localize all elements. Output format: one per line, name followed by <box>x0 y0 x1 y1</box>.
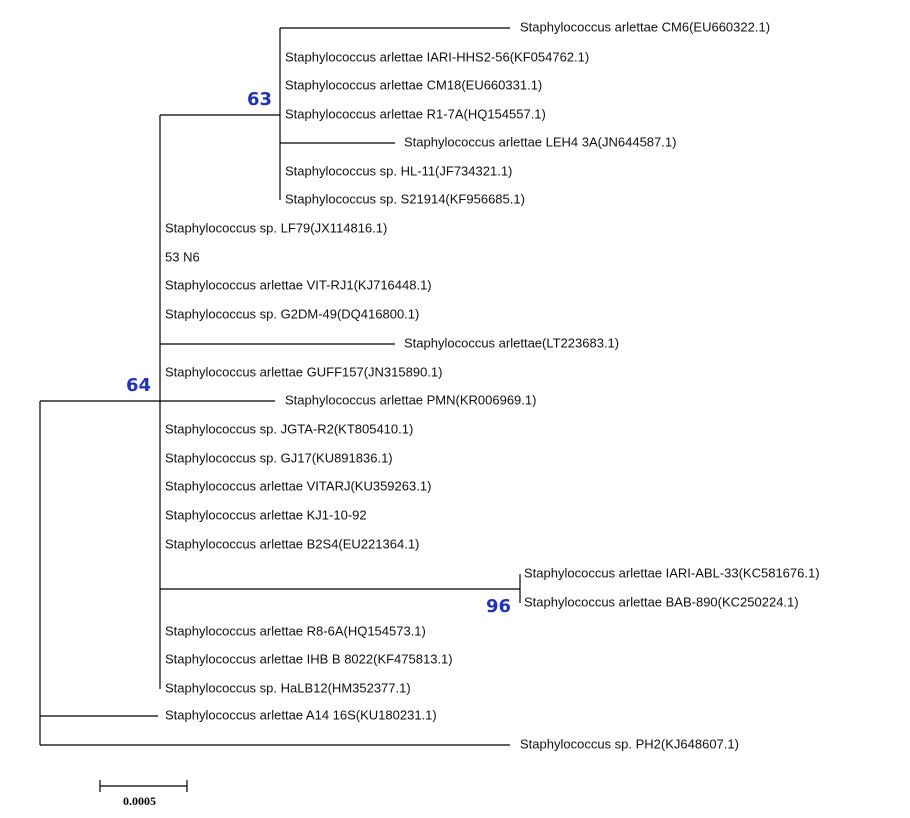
taxon-label: Staphylococcus arlettae LEH4 3A(JN644587.1) <box>404 134 677 150</box>
scale-bar-label: 0.0005 <box>123 793 156 808</box>
bootstrap-value-63: 63 <box>247 89 273 110</box>
taxon-label: 53 N6 <box>165 249 200 265</box>
taxon-label: Staphylococcus arlettae IHB B 8022(KF475813.1) <box>165 651 453 667</box>
taxon-label: Staphylococcus arlettae R8-6A(HQ154573.1) <box>165 623 426 639</box>
bootstrap-value-96: 96 <box>486 596 512 617</box>
taxon-label: Staphylococcus sp. HaLB12(HM352377.1) <box>165 680 411 696</box>
taxon-label: Staphylococcus arlettae CM6(EU660322.1) <box>520 19 771 35</box>
taxon-label: Staphylococcus arlettae IARI-HHS2-56(KF054762.1) <box>285 49 590 65</box>
scale-bar <box>100 780 187 808</box>
bootstrap-value-64: 64 <box>126 375 152 396</box>
taxon-label: Staphylococcus sp. HL-11(JF734321.1) <box>285 163 513 179</box>
taxon-label: Staphylococcus arlettae R1-7A(HQ154557.1) <box>285 106 546 122</box>
taxon-label: Staphylococcus sp. G2DM-49(DQ416800.1) <box>165 306 420 322</box>
taxon-label: Staphylococcus arlettae IARI-ABL-33(KC581676.1) <box>524 565 820 581</box>
taxon-label: Staphylococcus arlettae VITARJ(KU359263.1) <box>165 478 432 494</box>
taxon-label: Staphylococcus arlettae GUFF157(JN315890.1) <box>165 364 443 380</box>
taxon-label: Staphylococcus sp. JGTA-R2(KT805410.1) <box>165 421 414 437</box>
taxon-label: Staphylococcus arlettae KJ1-10-92 <box>165 507 367 523</box>
taxon-label: Staphylococcus sp. GJ17(KU891836.1) <box>165 450 393 466</box>
taxon-label: Staphylococcus arlettae A14 16S(KU180231.1) <box>165 707 437 723</box>
taxon-label: Staphylococcus sp. S21914(KF956685.1) <box>285 191 525 207</box>
taxon-label: Staphylococcus arlettae B2S4(EU221364.1) <box>165 536 420 552</box>
taxon-label: Staphylococcus sp. LF79(JX114816.1) <box>165 220 388 236</box>
taxon-label: Staphylococcus arlettae VIT-RJ1(KJ716448.1) <box>165 277 432 293</box>
taxon-label: Staphylococcus arlettae(LT223683.1) <box>404 335 620 351</box>
taxon-label: Staphylococcus arlettae BAB-890(KC250224.1) <box>524 594 799 610</box>
taxon-label: Staphylococcus arlettae CM18(EU660331.1) <box>285 77 543 93</box>
taxon-labels <box>165 19 820 751</box>
taxon-label: Staphylococcus sp. PH2(KJ648607.1) <box>520 736 739 752</box>
taxon-label: Staphylococcus arlettae PMN(KR006969.1) <box>285 392 537 408</box>
